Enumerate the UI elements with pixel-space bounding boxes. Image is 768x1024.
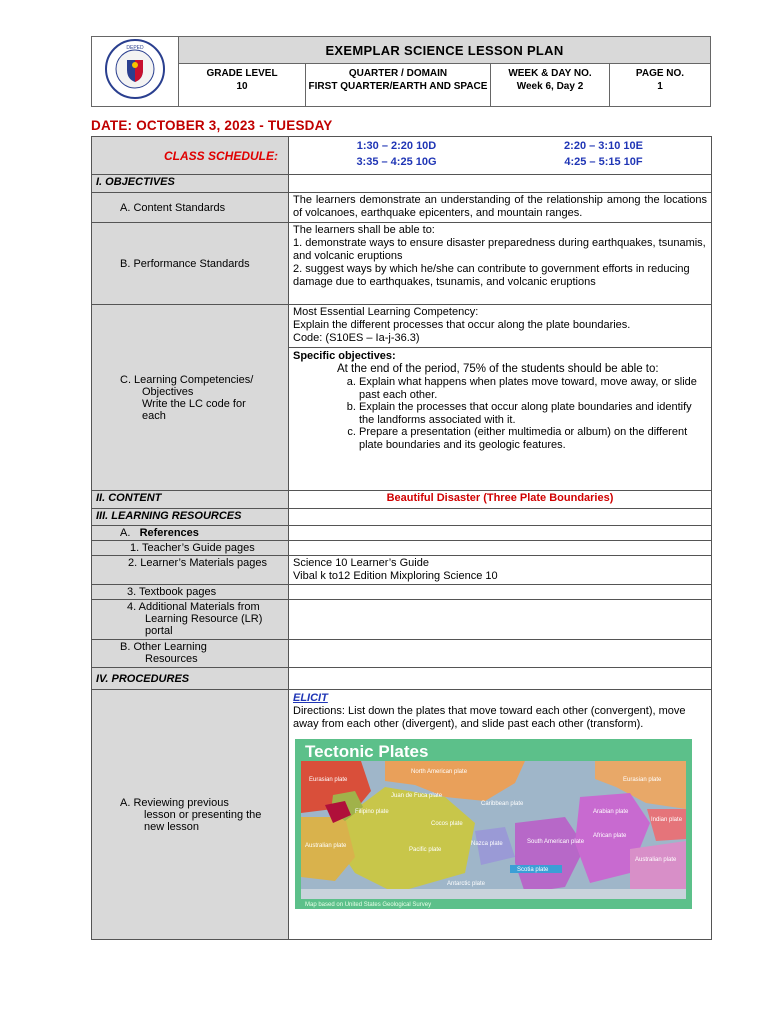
learners-materials-line: Science 10 Learner’s Guide xyxy=(293,557,429,569)
list-item: a. Explain what happens when plates move toward, move away, or slide past each other. xyxy=(359,376,707,401)
plate-label: Juan de Fuca plate xyxy=(391,793,443,799)
logo-cell xyxy=(92,37,179,107)
map-title: Tectonic Plates xyxy=(305,742,429,761)
resources-heading-row xyxy=(92,509,712,526)
grade-level-label: GRADE LEVEL xyxy=(206,68,278,79)
schedule-slot: 1:30 – 2:20 10D xyxy=(356,140,437,152)
performance-standards-label: B. Performance Standards xyxy=(92,223,289,305)
competency-label: Write the LC code for each xyxy=(142,397,246,422)
content-standards-label: A. Content Standards xyxy=(92,193,289,223)
textbook-label: 3. Textbook pages xyxy=(92,585,289,600)
quarter-cell xyxy=(306,64,491,107)
plate-label: Filipino plate xyxy=(355,809,389,815)
review-row xyxy=(92,690,712,940)
plate-label: African plate xyxy=(593,833,627,839)
deped-seal-icon xyxy=(97,38,173,100)
competency-label: Objectives xyxy=(142,385,194,398)
content-heading: II. CONTENT xyxy=(92,491,289,509)
plate-label: Australian plate xyxy=(305,843,347,849)
performance-standards-row xyxy=(92,223,712,305)
additional-materials-label: Learning Resource (LR) portal xyxy=(145,613,263,637)
schedule-slot: 2:20 – 3:10 10E xyxy=(564,140,643,152)
melc-line: Explain the different processes that occur along the plate boundaries. xyxy=(293,319,631,331)
list-item: b. Explain the processes that occur along plate boundaries and identify the landforms associated with it. xyxy=(359,401,707,426)
plate-label: Nazca plate xyxy=(471,841,503,847)
specific-objectives-heading: Specific objectives: xyxy=(293,350,396,362)
objectives-heading: I. OBJECTIVES xyxy=(92,175,289,193)
review-directions: Directions: List down the plates that move toward each other (convergent), move away from each other (divergent), and slide past each other (transform). xyxy=(293,705,686,730)
additional-materials-row xyxy=(92,600,712,640)
review-label: A. Reviewing previous xyxy=(120,796,229,809)
tectonic-plates-map xyxy=(295,739,692,909)
resources-heading: III. LEARNING RESOURCES xyxy=(92,509,289,526)
quarter-value: FIRST QUARTER/EARTH AND SPACE xyxy=(308,81,488,92)
tectonic-plates-illustration xyxy=(295,739,692,909)
elicit-label: ELICIT xyxy=(293,692,328,704)
plate-label: Indian plate xyxy=(651,817,683,823)
lesson-date: DATE: OCTOBER 3, 2023 - TUESDAY xyxy=(91,118,333,133)
learners-materials-line: Vibal k to12 Edition Mixploring Science 10 xyxy=(293,570,498,582)
schedule-row xyxy=(92,137,712,175)
plate-label: Australian plate xyxy=(635,857,677,863)
plate-label: North American plate xyxy=(411,769,468,775)
performance-line: 1. demonstrate ways to ensure disaster preparedness during earthquakes, tsunamis, and volcanic eruptions xyxy=(293,237,706,262)
lesson-plan-table xyxy=(91,136,712,940)
procedures-heading-row xyxy=(92,668,712,690)
content-standards-text: The learners demonstrate an understanding of the relationship among the locations of volcanoes, earthquake epicenters, and mountain ranges. xyxy=(289,193,712,223)
plate-label: Antarctic plate xyxy=(447,881,486,887)
plate-label: Cocos plate xyxy=(431,821,463,827)
grade-level-cell xyxy=(179,64,306,107)
lesson-plan-header xyxy=(91,36,711,104)
objectives-heading-row xyxy=(92,175,712,193)
procedures-heading: IV. PROCEDURES xyxy=(92,668,289,690)
header-title: EXEMPLAR SCIENCE LESSON PLAN xyxy=(179,37,711,64)
plate-label: South American plate xyxy=(527,839,585,845)
page-value: 1 xyxy=(657,81,663,92)
references-row xyxy=(92,526,712,541)
quarter-label: QUARTER / DOMAIN xyxy=(348,68,448,79)
teachers-guide-row xyxy=(92,541,712,556)
other-resources-label: Resources xyxy=(145,653,198,665)
week-value: Week 6, Day 2 xyxy=(516,81,584,92)
grade-level-value: 10 xyxy=(236,81,248,92)
svg-text:DEPED: DEPED xyxy=(126,45,144,51)
content-standards-row xyxy=(92,193,712,223)
content-title: Beautiful Disaster (Three Plate Boundaries) xyxy=(289,491,712,509)
melc-line: Code: (S10ES – Ia-j-36.3) xyxy=(293,332,420,344)
textbook-row xyxy=(92,585,712,600)
page-label: PAGE NO. xyxy=(635,68,685,79)
melc-line: Most Essential Learning Competency: xyxy=(293,306,479,318)
map-credit: Map based on United States Geological Survey xyxy=(305,902,432,908)
week-label: WEEK & DAY NO. xyxy=(508,68,592,79)
additional-materials-label: 4. Additional Materials from xyxy=(127,601,260,613)
list-item: c. Prepare a presentation (either multimedia or album) on the different plate boundaries and its geologic features. xyxy=(359,426,707,451)
page-cell xyxy=(610,64,711,107)
specific-objectives-list xyxy=(293,376,707,451)
schedule-slot: 4:25 – 5:15 10F xyxy=(564,156,643,168)
other-resources-label: B. Other Learning xyxy=(120,641,207,653)
other-resources-row xyxy=(92,640,712,668)
references-label: References xyxy=(139,527,199,539)
performance-line: The learners shall be able to: xyxy=(293,224,435,236)
week-cell xyxy=(491,64,610,107)
plate-label: Eurasian plate xyxy=(623,777,662,783)
schedule-label: CLASS SCHEDULE: xyxy=(163,148,278,163)
review-label: lesson or presenting the new lesson xyxy=(144,808,262,833)
plate-label: Arabian plate xyxy=(593,809,629,815)
learners-materials-label: 2. Learner’s Materials pages xyxy=(92,556,289,585)
specific-intro: At the end of the period, 75% of the students should be able to: xyxy=(337,363,659,375)
schedule-slot: 3:35 – 4:25 10G xyxy=(356,156,437,168)
references-prefix: A. xyxy=(120,527,131,539)
learners-materials-row xyxy=(92,556,712,585)
competencies-row xyxy=(92,305,712,491)
teachers-guide-label: 1. Teacher’s Guide pages xyxy=(92,541,289,556)
plate-label: Pacific plate xyxy=(409,847,442,853)
plate-label: Caribbean plate xyxy=(481,801,524,807)
performance-line: 2. suggest ways by which he/she can contribute to government efforts in reducing damage due to earthquakes, tsunamis, and volcanic eruptions xyxy=(293,263,690,288)
content-row xyxy=(92,491,712,509)
competency-label: C. Learning Competencies/ xyxy=(120,373,254,386)
plate-label: Eurasian plate xyxy=(309,777,348,783)
plate-label: Scotia plate xyxy=(517,867,549,873)
